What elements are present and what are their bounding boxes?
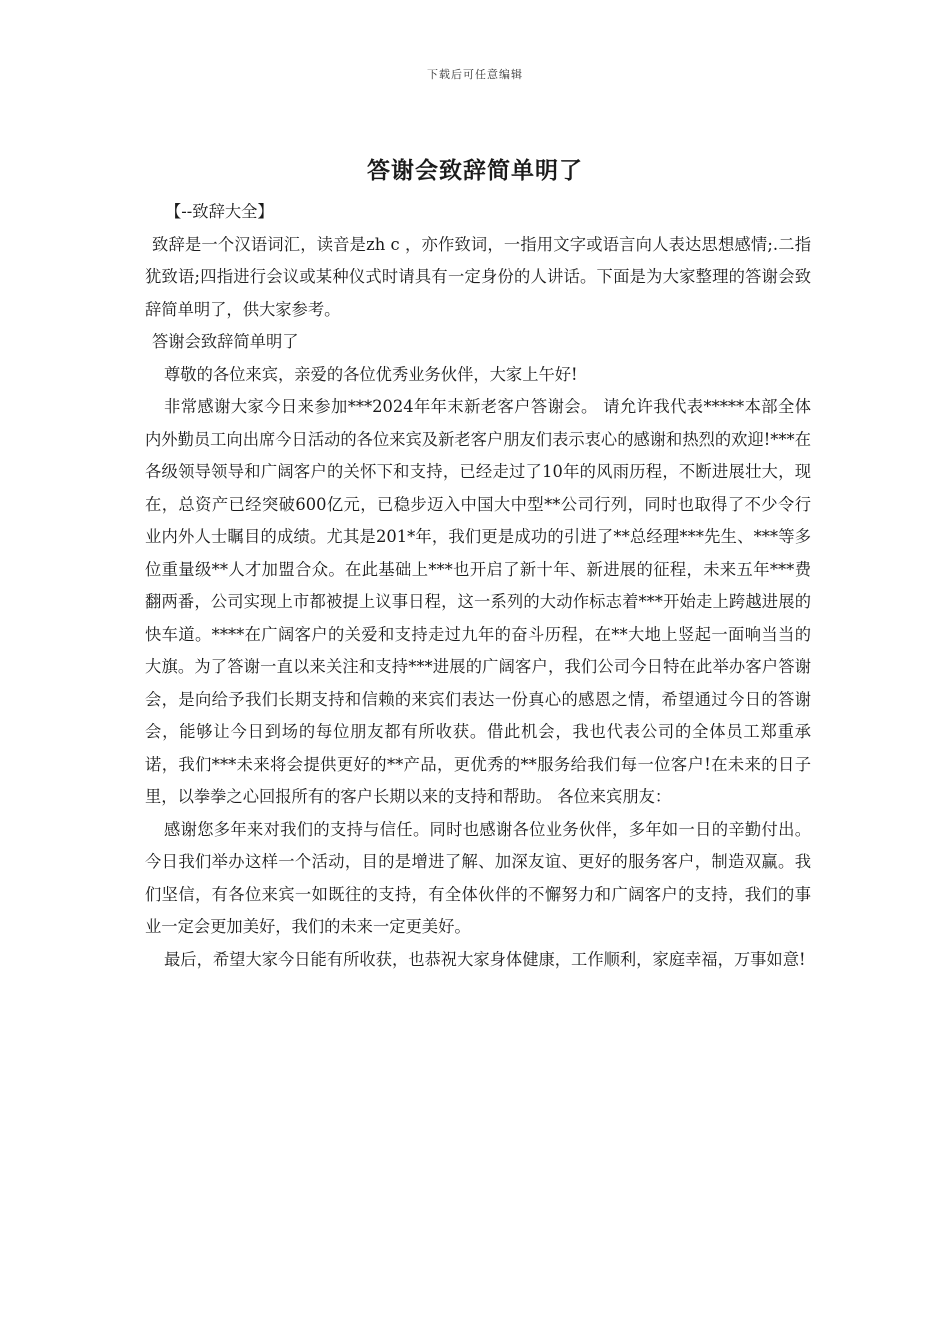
document-body <box>145 196 811 976</box>
closing-paragraph: 最后，希望大家今日能有所收获，也恭祝大家身体健康，工作顺利，家庭幸福，万事如意! <box>164 949 806 969</box>
section-subheading: 答谢会致辞简单明了 <box>152 332 299 351</box>
document-title: 答谢会致辞简单明了 <box>367 157 583 184</box>
intro-paragraph: 致辞是一个汉语词汇，读音是zh c ，亦作致词，一指用文字或语言向人表达思想感情;.二指犹致语;四指进行会议或某种仪式时请具有一定身份的人讲话。下面是为大家整理的答谢会致辞简单明了，供大家参考。 <box>145 234 811 319</box>
page-header-note: 下载后可任意编辑 <box>427 68 523 81</box>
greeting-paragraph: 尊敬的各位来宾，亲爱的各位优秀业务伙伴，大家上午好! <box>164 364 578 384</box>
category-tag: 【--致辞大全】 <box>165 202 274 221</box>
thanks-paragraph: 感谢您多年来对我们的支持与信任。同时也感谢各位业务伙伴，多年如一日的辛勤付出。今日我们举办这样一个活动，目的是增进了解、加深友谊、更好的服务客户，制造双赢。我们坚信，有各位来宾一如既往的支持，有全体伙伴的不懈努力和广阔客户的支持，我们的事业一定会更加美好，我们的未来一定更美好。 <box>145 819 811 936</box>
main-paragraph: 非常感谢大家今日来参加***2024年年末新老客户答谢会。 请允许我代表*****本部全体内外勤员工向出席今日活动的各位来宾及新老客户朋友们表示衷心的感谢和热烈的欢迎!***在各级领导领导和广阔客户的关怀下和支持，已经走过了10年的风雨历程，不断进展壮大，现在，总资产已经突破600亿元，已稳步迈入中国大中型**公司行列，同时也取得了不少令行业内外人士瞩目的成绩。尤其是201*年，我们更是成功的引进了**总经理***先生、***等多位重量级**人才加盟合众。在此基础上***也开启了新十年、新进展的征程，未来五年***费翻两番，公司实现上市都被提上议事日程，这一系列的大动作标志着***开始走上跨越进展的快车道。****在广阔客户的关爱和支持走过九年的奋斗历程，在**大地上竖起一面响当当的大旗。为了答谢一直以来关注和支持***进展的广阔客户，我们公司今日特在此举办客户答谢会，是向给予我们长期支持和信赖的来宾们表达一份真心的感恩之情，希望通过今日的答谢会，能够让今日到场的每位朋友都有所收获。借此机会，我也代表公司的全体员工郑重承诺，我们***未来将会提供更好的**产品，更优秀的**服务给我们每一位客户!在未来的日子里，以拳拳之心回报所有的客户长期以来的支持和帮助。 各位来宾朋友： <box>145 397 811 806</box>
